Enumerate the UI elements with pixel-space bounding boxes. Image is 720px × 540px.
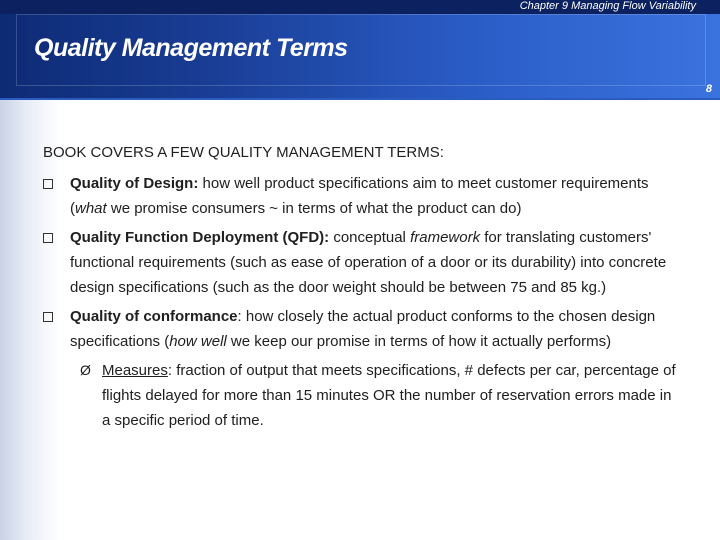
term-text: we promise consumers ~ in terms of what the product can do) — [106, 200, 522, 217]
square-bullet-icon — [43, 312, 53, 322]
term-text: : how closely the actual product conforms to the chosen design specifications ( — [70, 308, 656, 350]
measures-label: Measures — [102, 362, 168, 379]
term-text: we keep our promise in terms of how it actually performs) — [226, 333, 612, 350]
list-item-qfd — [43, 225, 683, 300]
sub-item-measures — [43, 358, 683, 433]
measures-text: : fraction of output that meets specifications, # defects per car, percentage of flights delayed for more than 15 minutes OR the number of reservation errors made in a specific period of time. — [102, 362, 676, 429]
term-text: how well product specifications aim to meet customer requirements ( — [70, 175, 649, 217]
title-banner — [0, 0, 720, 98]
list-item-quality-of-conformance — [43, 304, 683, 354]
chapter-label: Chapter 9 Managing Flow Variability — [519, 0, 696, 12]
term: Quality Function Deployment (QFD): — [70, 229, 330, 246]
term-text: for translating customers' functional requirements (such as ease of operation of a door or its durability) into concrete design specifications (such as the door weight should be between 75 and 85 kg.) — [70, 229, 667, 296]
term-text: conceptual — [329, 229, 411, 246]
term-emphasis: what — [75, 200, 107, 217]
page-number: 8 — [705, 83, 712, 95]
term-emphasis: framework — [410, 229, 481, 246]
term-emphasis: how well — [169, 333, 227, 350]
arrow-bullet-icon: Ø — [80, 362, 91, 378]
list-item-quality-of-design — [43, 171, 683, 221]
square-bullet-icon — [43, 179, 53, 189]
square-bullet-icon — [43, 233, 53, 243]
term: Quality of conformance — [70, 308, 238, 325]
slide-body — [43, 140, 683, 433]
term: Quality of Design: — [70, 175, 199, 192]
slide-title: Quality Management Terms — [34, 34, 348, 62]
banner-divider — [0, 98, 720, 100]
body-heading: BOOK COVERS A FEW QUALITY MANAGEMENT TERMS: — [43, 144, 444, 161]
